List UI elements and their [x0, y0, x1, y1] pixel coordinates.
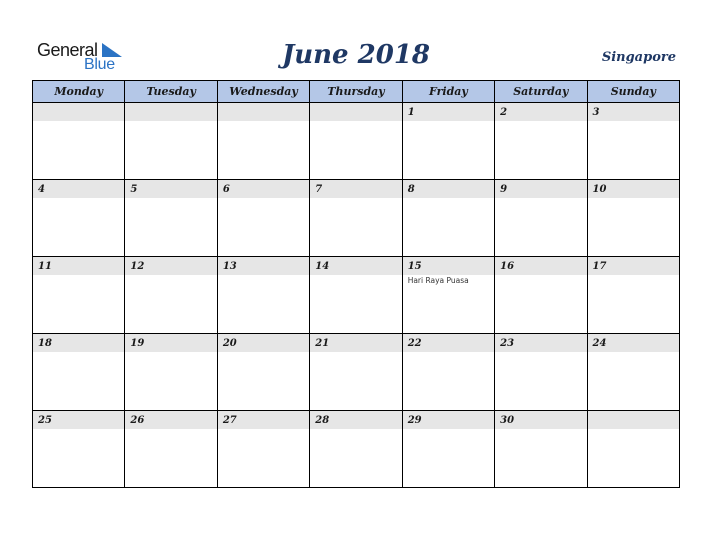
weekday-header: Saturday — [495, 81, 587, 103]
day-number: 21 — [310, 334, 401, 352]
day-number: 20 — [218, 334, 309, 352]
day-cell — [402, 411, 494, 488]
day-cell — [495, 411, 587, 488]
day-cell — [125, 257, 217, 334]
day-number: 5 — [125, 180, 216, 198]
day-number: 9 — [495, 180, 586, 198]
day-number — [33, 103, 124, 121]
day-number: 15 — [403, 257, 494, 275]
day-cell — [495, 103, 587, 180]
day-cell — [33, 411, 125, 488]
weekday-header: Monday — [33, 81, 125, 103]
day-number: 30 — [495, 411, 586, 429]
week-row — [33, 334, 680, 411]
day-cell — [402, 103, 494, 180]
day-cell — [587, 411, 679, 488]
weekday-header: Friday — [402, 81, 494, 103]
day-number: 16 — [495, 257, 586, 275]
day-cell — [587, 180, 679, 257]
day-number — [310, 103, 401, 121]
day-cell — [402, 180, 494, 257]
day-number: 10 — [588, 180, 679, 198]
day-cell — [402, 257, 494, 334]
day-cell — [587, 257, 679, 334]
day-number: 7 — [310, 180, 401, 198]
day-number: 29 — [403, 411, 494, 429]
logo-text-general: General — [37, 40, 98, 60]
day-cell — [495, 257, 587, 334]
week-row — [33, 411, 680, 488]
weekday-header: Tuesday — [125, 81, 217, 103]
day-cell — [33, 334, 125, 411]
day-cell — [217, 103, 309, 180]
day-cell — [495, 180, 587, 257]
calendar-title: June 2018 — [281, 40, 431, 70]
day-number: 2 — [495, 103, 586, 121]
day-number: 23 — [495, 334, 586, 352]
day-number: 18 — [33, 334, 124, 352]
day-number: 27 — [218, 411, 309, 429]
day-cell — [495, 334, 587, 411]
week-row — [33, 103, 680, 180]
day-number — [125, 103, 216, 121]
day-number: 8 — [403, 180, 494, 198]
day-number: 22 — [403, 334, 494, 352]
day-number: 26 — [125, 411, 216, 429]
day-number: 1 — [403, 103, 494, 121]
day-cell — [217, 257, 309, 334]
day-number: 28 — [310, 411, 401, 429]
day-number: 13 — [218, 257, 309, 275]
day-cell — [310, 257, 402, 334]
day-cell — [402, 334, 494, 411]
day-number: 11 — [33, 257, 124, 275]
day-cell — [310, 103, 402, 180]
day-number: 19 — [125, 334, 216, 352]
day-number: 14 — [310, 257, 401, 275]
day-cell — [125, 334, 217, 411]
day-cell — [217, 411, 309, 488]
day-number: 17 — [588, 257, 679, 275]
logo-text-blue: Blue — [84, 56, 115, 73]
holiday-label: Hari Raya Puasa — [407, 276, 469, 285]
day-cell — [587, 103, 679, 180]
day-cell — [310, 180, 402, 257]
calendar-grid — [32, 80, 680, 488]
country-label: Singapore — [601, 50, 676, 65]
day-cell — [217, 180, 309, 257]
week-row — [33, 257, 680, 334]
day-cell — [125, 180, 217, 257]
day-number: 24 — [588, 334, 679, 352]
day-cell — [310, 334, 402, 411]
day-cell — [310, 411, 402, 488]
day-number — [218, 103, 309, 121]
weekday-header: Sunday — [587, 81, 679, 103]
day-cell — [33, 180, 125, 257]
day-number: 12 — [125, 257, 216, 275]
day-cell — [587, 334, 679, 411]
week-row — [33, 180, 680, 257]
weekday-header-row — [33, 81, 680, 103]
day-cell — [125, 411, 217, 488]
day-cell — [125, 103, 217, 180]
day-number: 3 — [588, 103, 679, 121]
day-cell — [217, 334, 309, 411]
day-number: 25 — [33, 411, 124, 429]
day-number: 6 — [218, 180, 309, 198]
weekday-header: Wednesday — [217, 81, 309, 103]
weekday-header: Thursday — [310, 81, 402, 103]
day-number: 4 — [33, 180, 124, 198]
day-cell — [33, 257, 125, 334]
day-cell — [33, 103, 125, 180]
day-number — [588, 411, 679, 429]
